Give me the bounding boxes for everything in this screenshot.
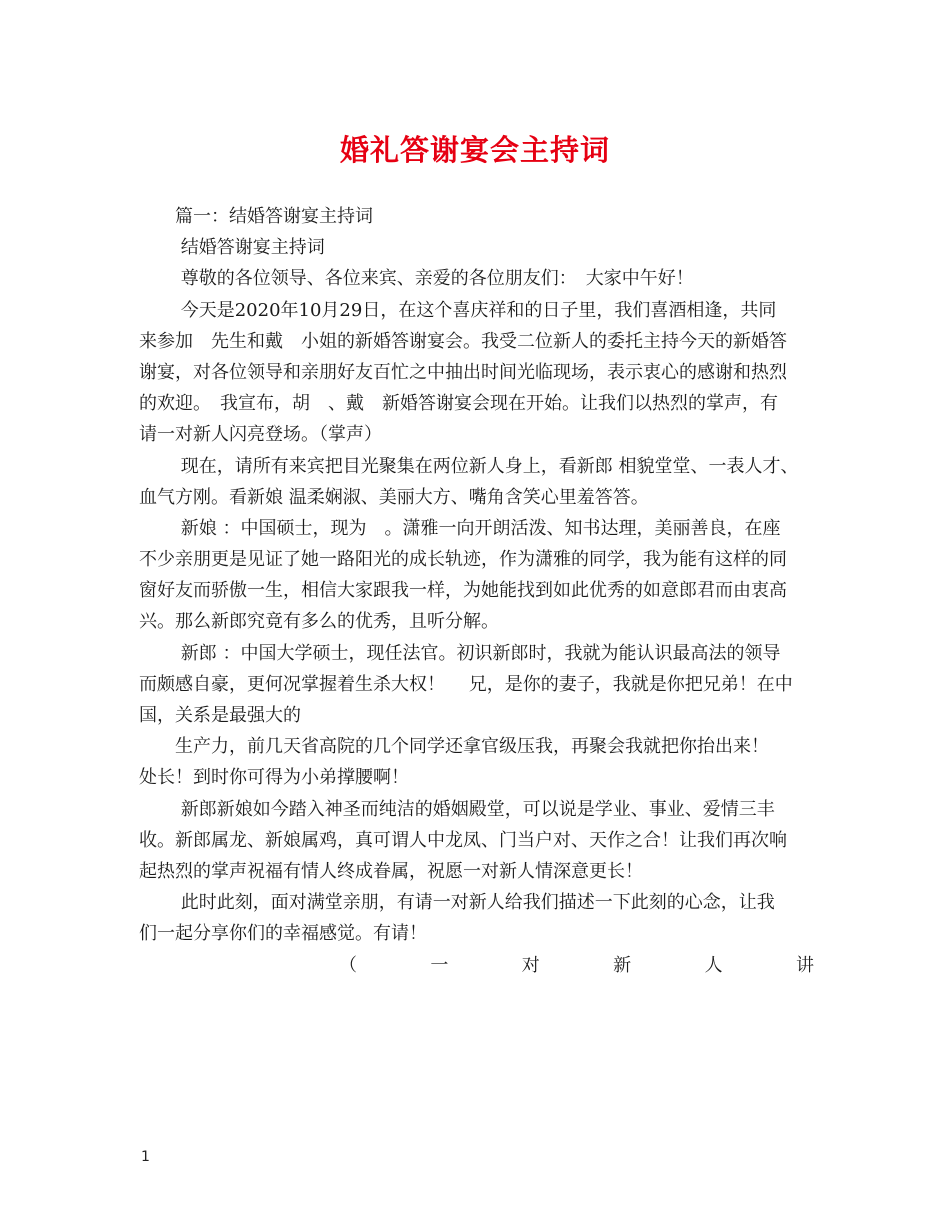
spread-char: 人 (704, 954, 723, 976)
body-line: 新郎 ：中国大学硕士，现任法官。初识新郎时，我就为能认识最高法的领导 (139, 642, 781, 664)
body-line: 起热烈的掌声祝福有情人终成眷属，祝愿一对新人情深意更长！ (139, 860, 643, 882)
body-line: 新郎新娘如今踏入神圣而纯洁的婚姻殿堂，可以说是学业、事业、爱情三丰 (139, 798, 775, 820)
body-line: 现在，请所有来宾把目光聚集在两位新人身上，看新郎 相貌堂堂、一表人才、 (139, 455, 799, 477)
spread-line (139, 950, 814, 981)
body-line: 尊敬的各位领导、各位来宾、亲爱的各位朋友们： 大家中午好！ (139, 268, 694, 290)
body-line: 血气方刚。看新娘 温柔娴淑、美丽大方、嘴角含笑心里羞答答。 (139, 486, 649, 508)
spread-char: 对 (521, 954, 540, 976)
body-line: 窗好友而骄傲一生，相信大家跟我一样，为她能找到如此优秀的如意郎君而由衷高 (139, 580, 787, 602)
body-line: 今天是2020年10月29日，在这个喜庆祥和的日子里，我们喜酒相逢，共同 (139, 299, 777, 321)
body-line: 新娘 ：中国硕士，现为 。潇雅一向开朗活泼、知书达理，美丽善良，在座 (139, 517, 781, 539)
body-line: 生产力，前几天省高院的几个同学还拿官级压我，再聚会我就把你抬出来！ (139, 736, 769, 758)
body-line: 收。新郎属龙、新娘属鸡，真可谓人中龙凤、门当户对、天作之合！让我们再次响 (139, 829, 787, 851)
body-line: 兴。那么新郎究竟有多么的优秀，且听分解。 (139, 611, 499, 633)
body-line: 此时此刻，面对满堂亲朋，有请一对新人给我们描述一下此刻的心念，让我 (139, 892, 775, 914)
body-line: 国，关系是最强大的 (139, 705, 301, 726)
body-line: 们一起分享你们的幸福感觉。有请！ (139, 923, 427, 945)
body-line: 的欢迎。 我宣布，胡 、戴 新婚答谢宴会现在开始。让我们以热烈的掌声，有 (139, 393, 778, 415)
spread-char: 新 (613, 954, 632, 976)
body-line: 而颇感自豪，更何况掌握着生杀大权！ 兄，是你的妻子，我就是你把兄弟！在中 (139, 673, 793, 695)
body-line: 不少亲朋更是见证了她一路阳光的成长轨迹，作为潇雅的同学，我为能有这样的同 (139, 549, 787, 571)
document-title: 婚礼答谢宴会主持词 (339, 133, 610, 167)
body-line: 篇一：结婚答谢宴主持词 (139, 206, 373, 227)
spread-char: （ (339, 954, 357, 976)
body-line: 结婚答谢宴主持词 (139, 237, 325, 259)
body-line: 处长！到时你可得为小弟撑腰啊！ (139, 767, 409, 789)
spread-char: 讲 (795, 954, 814, 976)
document-body (139, 201, 814, 981)
page-number: 1 (141, 1149, 150, 1165)
body-line: 谢宴，对各位领导和亲朋好友百忙之中抽出时间光临现场，表示衷心的感谢和热烈 (139, 361, 787, 383)
spread-char: 一 (430, 954, 449, 976)
body-line: 请一对新人闪亮登场。（掌声） (139, 424, 382, 446)
body-line: 来参加 先生和戴 小姐的新婚答谢宴会。我受二位新人的委托主持今天的新婚答 (139, 330, 787, 352)
